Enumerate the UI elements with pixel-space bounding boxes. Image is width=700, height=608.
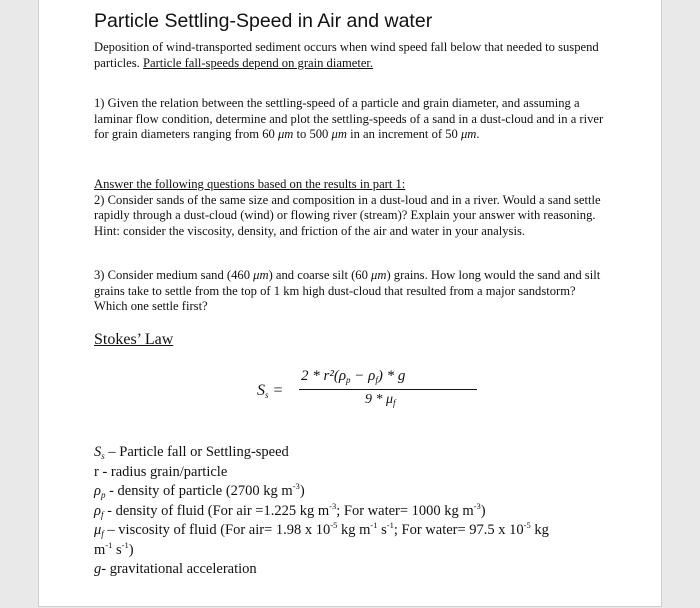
q1-unit-3: μm [460,127,477,141]
def-rho-p-sub: p [100,490,106,500]
def-mu-sup4: -5 [523,520,531,530]
def-rho-p-end: ) [299,483,305,499]
def-mu-text-c: s [377,522,387,538]
def-ss-symbol: S [94,444,102,460]
def-viscosity [94,521,624,541]
def-mu-sup5: -1 [105,539,113,550]
question-2 [94,177,604,239]
formula-lhs [257,382,283,400]
intro-text: Deposition of wind-transported sediment occurs when wind speed fall below that needed to suspend particles. [94,40,599,70]
def-ss-text: – Particle fall or Settling-speed [104,444,289,460]
q1-text-a: 1) Given the relation between the settling-speed of a particle and grain diameter, and assuming a laminar flow condition, determine and plot the settling-speeds of a sand in a dust-cloud and in a river for grain diameters ranging from 60 [94,96,604,141]
page-title: Particle Settling-Speed in Air and water [94,10,433,32]
def-mu-sub: f [101,529,104,539]
formula-numerator [301,368,405,385]
intro-underlined: Particle fall-speeds depend on grain diameter. [142,55,374,70]
formula-num-mid: − ρ [350,368,376,384]
def-rho-f-symbol: ρ [94,502,101,519]
q3-unit-2: μm [371,268,387,282]
def-rho-f-sup2: -3 [473,500,481,511]
def-gravity [94,560,624,580]
formula-num-end: ) * g [377,368,406,384]
q1-unit-2: μm [331,127,347,141]
q1-text-c: in an increment of 50 [346,127,461,141]
def-mu-sup6: -1 [121,539,129,550]
q3-unit-1: μm [253,268,269,282]
formula-denominator [365,392,396,408]
def-rho-p-text: - density of particle (2700 kg m [105,483,293,499]
def-settling-speed [94,443,624,463]
q3-text-b: ) and coarse silt (60 [268,268,372,282]
def-rho-p-symbol: ρ [94,483,101,499]
def-mu-line2-a: m [94,541,106,558]
stokes-heading: Stokes’ Law [94,331,174,348]
formula-num-sub-p: p [346,375,351,385]
def-fluid-density [94,502,624,522]
def-rho-f-text-b: ; For water= 1000 kg m [336,502,474,519]
q3-text-c: ) grains. How long would the sand and silt grains take to settle from the top of 1 km high dust-cloud that resulted from a major sandstorm? Which one settle first? [94,268,601,313]
def-mu-text-a: – viscosity of fluid (For air= 1.98 x 10 [103,522,331,538]
def-rho-f-sup1: -3 [329,500,337,511]
stokes-formula [257,368,487,420]
question-1 [94,96,604,143]
formula-den-sub: f [393,398,396,408]
def-mu-symbol: μ [94,522,102,538]
def-mu-text-e: kg [530,522,549,538]
formula-lhs-sub: s [265,390,269,400]
q2-heading: Answer the following questions based on the results in part 1: [94,177,406,191]
def-rho-f-end: ) [480,502,486,519]
q1-unit-1: μm [277,127,294,141]
def-mu-text-d: ; For water= 97.5 x 10 [393,522,524,538]
formula-num-sub-f: f [375,375,378,385]
def-mu-line2-b: s [112,541,122,558]
definitions-list [94,443,624,580]
fraction-bar [299,389,477,390]
formula-lhs-symbol: S [257,382,265,399]
q2-text: 2) Consider sands of the same size and composition in a dust-loud and in a river. Would a sand settle rapidly through a dust-cloud (wind) or flowing river (stream)? Explain your answer with reasoning. Hint: consider the viscosity, density, and friction of the air and water in your analysis. [94,192,601,238]
def-ss-sub: s [101,451,105,461]
intro-paragraph [94,40,604,71]
document-page [38,0,662,607]
def-rho-f-text-a: - density of fluid (For air =1.225 kg m [103,502,330,519]
formula-equals: = [268,382,284,399]
def-radius: r - radius grain/particle [94,463,228,480]
def-rho-p-sup: -3 [292,481,300,491]
def-mu-sup1: -5 [330,520,338,530]
formula-den-text: 9 * μ [365,392,394,407]
def-mu-line2-c: ) [128,541,134,558]
def-particle-density [94,482,624,502]
def-g-text: - gravitational acceleration [101,561,257,577]
def-mu-sup2: -1 [370,520,378,530]
def-mu-sup3: -1 [386,520,394,530]
formula-num-start: 2 * r²(ρ [301,368,347,384]
def-viscosity-cont [94,541,624,561]
question-3 [94,268,604,315]
def-g-symbol: g [94,561,102,577]
def-mu-text-b: kg m [337,522,371,538]
q1-text-d: . [476,127,480,141]
def-rho-f-sub: f [100,509,104,520]
q1-text-b: to 500 [293,127,332,141]
q3-text-a: 3) Consider medium sand (460 [94,268,254,282]
